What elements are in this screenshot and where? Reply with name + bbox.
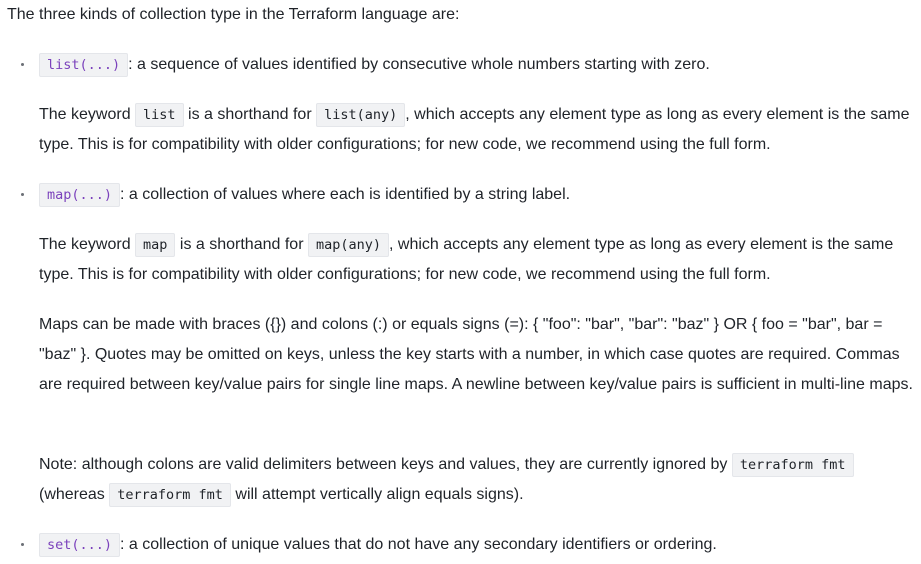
list-item-text: [39, 180, 570, 210]
intro-paragraph: The three kinds of collection type in the Terraform language are:: [7, 6, 460, 23]
list-keyword-code: list: [135, 103, 184, 127]
fmt-note-paragraph: [39, 450, 919, 510]
note-text: , which accepts any element type as long as every element is the same type. This is for compatibility with older configurations; for new code, we recommend using the full form.: [39, 236, 894, 283]
note-text: The keyword: [39, 106, 131, 123]
list-type-description: : a sequence of values identified by consecutive whole numbers starting with zero.: [128, 56, 710, 73]
map-type-description: : a collection of values where each is identified by a string label.: [120, 186, 571, 203]
map-any-code: map(any): [308, 233, 389, 257]
list-item-list: [0, 50, 921, 80]
list-item-set: [0, 530, 921, 560]
terraform-fmt-code: terraform fmt: [732, 453, 854, 477]
map-keyword-note: [39, 230, 919, 290]
note-text: is a shorthand for: [179, 236, 304, 253]
note-text: (whereas: [39, 486, 105, 503]
list-any-code: list(any): [316, 103, 405, 127]
note-text: is a shorthand for: [188, 106, 312, 123]
set-type-description: : a collection of unique values that do not have any secondary identifiers or ordering.: [120, 536, 717, 553]
list-keyword-note: [39, 100, 919, 160]
note-text: , which accepts any element type as long as every element is the same type. This is for compatibility with older configurations; for new code, we recommend using the full form.: [39, 106, 910, 153]
map-type-code: map(...): [39, 183, 120, 207]
maps-syntax-paragraph: Maps can be made with braces ({}) and colons (:) or equals signs (=): { "foo": "bar", "bar": "baz" } OR { foo = "bar", bar = "baz" }. Quotes may be omitted on keys, unless the key starts with a number, in which case quotes are required. Commas are required between key/value pairs for single line maps. A newline between key/value pairs is sufficient in multi-line maps.: [39, 316, 913, 393]
terraform-fmt-code-2: terraform fmt: [109, 483, 231, 507]
bullet-dot: [21, 543, 24, 546]
bullet-dot: [21, 193, 24, 196]
set-type-code: set(...): [39, 533, 120, 557]
note-text: will attempt vertically align equals signs).: [235, 486, 524, 503]
list-type-code: list(...): [39, 53, 128, 77]
list-item-text: [39, 530, 717, 560]
note-text: The keyword: [39, 236, 131, 253]
note-text: Note: although colons are valid delimiters between keys and values, they are currently ignored by: [39, 456, 728, 473]
list-item-text: [39, 50, 710, 80]
bullet-dot: [21, 63, 24, 66]
map-keyword-code: map: [135, 233, 175, 257]
list-item-map: [0, 180, 921, 210]
